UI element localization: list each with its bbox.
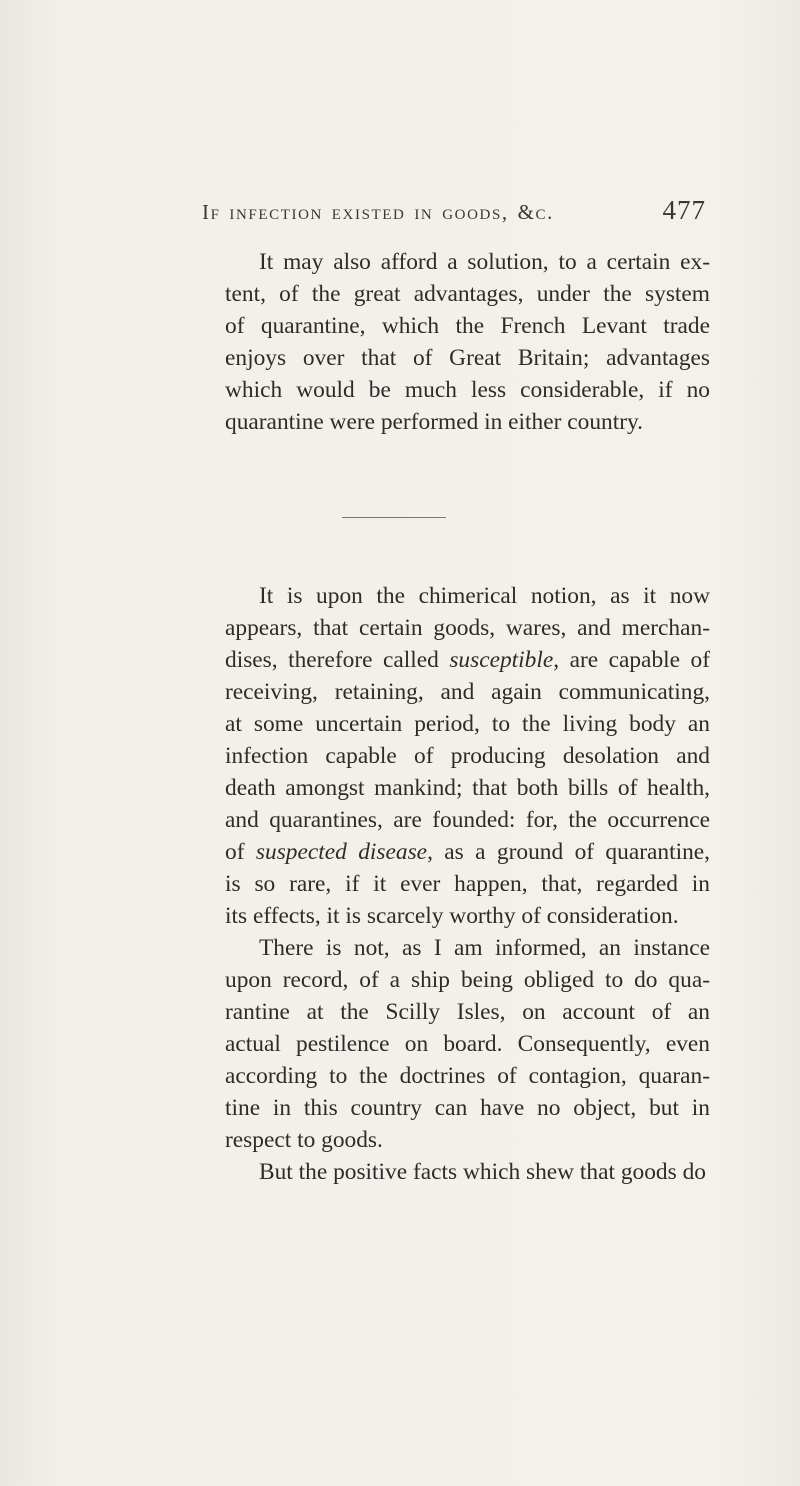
- text-line: [225, 644, 710, 676]
- text-line: and quarantines, are founded: for, the occurrence: [225, 807, 710, 833]
- text-run: dises, therefore called: [225, 647, 439, 673]
- text-line: death amongst mankind; that both bills of health,: [225, 775, 710, 801]
- text-run: , as a ground of quarantine,: [427, 839, 710, 865]
- page-number: 477: [662, 195, 706, 225]
- text-line: [225, 836, 710, 868]
- section-divider: [342, 517, 446, 518]
- text-line: It is upon the chimerical notion, as it now: [259, 583, 710, 609]
- text-line: rantine at the Scilly Isles, on account of an: [225, 999, 710, 1025]
- text-line: its effects, it is scarcely worthy of consideration.: [225, 903, 679, 929]
- text-line: tent, of the great advantages, under the system: [225, 281, 710, 307]
- text-line: at some uncertain period, to the living body an: [225, 711, 710, 737]
- text-line: according to the doctrines of contagion, quaran-: [225, 1063, 710, 1089]
- text-line: It may also afford a solution, to a certain ex-: [259, 249, 710, 275]
- text-line: actual pestilence on board. Consequently, even: [225, 1031, 710, 1057]
- text-line: enjoys over that of Great Britain; advantages: [225, 345, 710, 371]
- text-run: of: [225, 839, 245, 865]
- text-line: appears, that certain goods, wares, and merchan-: [225, 615, 710, 641]
- paragraph-1: [225, 246, 710, 438]
- text-line: infection capable of producing desolation and: [225, 743, 710, 769]
- text-line: But the positive facts which shew that goods do: [259, 1159, 706, 1185]
- italic-term: susceptible: [449, 647, 554, 673]
- running-title: If infection existed in goods, &c.: [202, 200, 554, 224]
- text-line: which would be much less considerable, if no: [225, 377, 710, 403]
- text-line: There is not, as I am informed, an instance: [259, 935, 710, 961]
- paragraph-2: [225, 580, 710, 1188]
- text-line: of quarantine, which the French Levant trade: [225, 313, 710, 339]
- text-line: tine in this country can have no object, but in: [225, 1095, 710, 1121]
- text-run: , are capable of: [553, 647, 710, 673]
- running-head: [202, 190, 712, 234]
- text-line: is so rare, if it ever happen, that, regarded in: [225, 871, 710, 897]
- text-line: respect to goods.: [225, 1127, 383, 1153]
- text-line: quarantine were performed in either country.: [225, 409, 644, 435]
- italic-term: suspected disease: [255, 839, 428, 865]
- text-line: upon record, of a ship being obliged to do qua-: [225, 967, 710, 993]
- text-line: receiving, retaining, and again communicating,: [225, 679, 710, 705]
